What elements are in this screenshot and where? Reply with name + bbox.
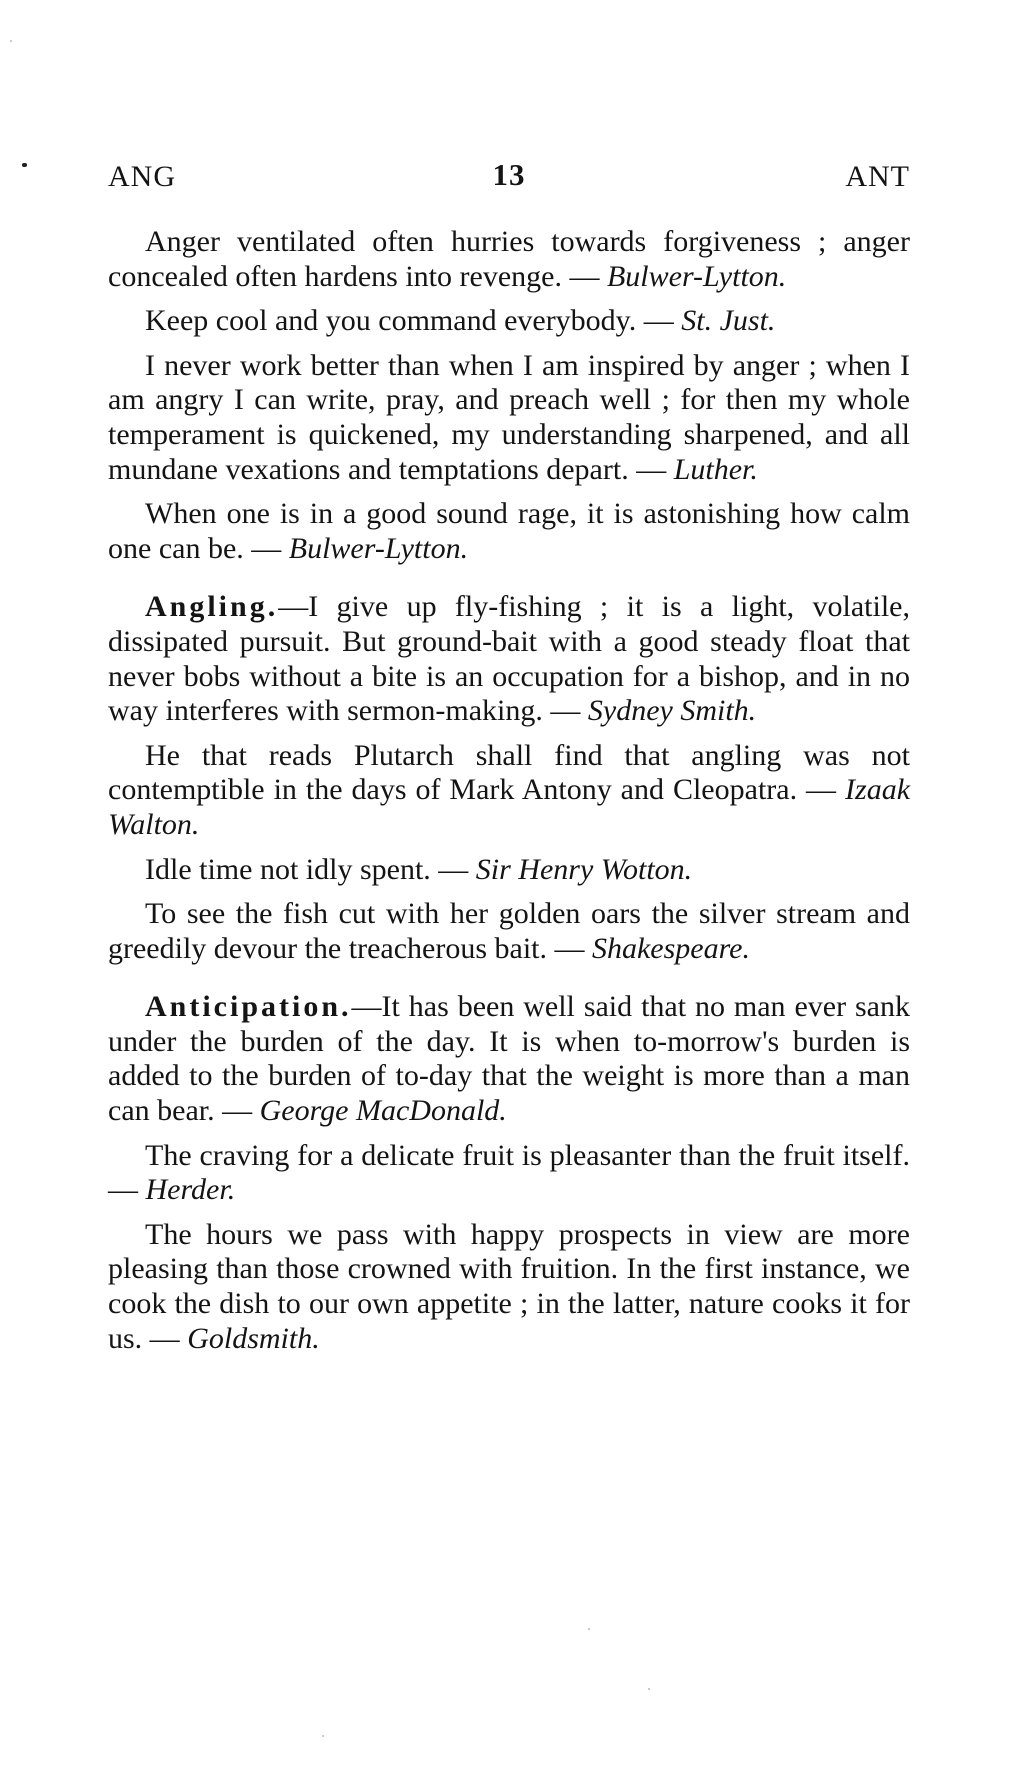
quotation-entry <box>108 853 910 888</box>
paper-speck <box>588 1628 590 1630</box>
quotation-text: To see the fish cut with her golden oars the silver stream and greedily devour the treacherous bait. — <box>108 897 910 965</box>
quotation-text: When one is in a good sound rage, it is astonishing how calm one can be. — <box>108 497 910 565</box>
page-number: 13 <box>492 157 526 192</box>
quotation-entry <box>108 1218 910 1356</box>
quotation-author: St. Just. <box>681 304 776 338</box>
quotation-text: He that reads Plutarch shall find that angling was not contemptible in the days of Mark Antony and Cleopatra. — <box>108 738 910 807</box>
quotation-text: It has been well said that no man ever sank under the burden of the day. It is when to-morrow's burden is added to the burden of to-day that the weight is more than a man can bear. — <box>108 990 910 1128</box>
quotation-entry <box>108 225 910 294</box>
quotation-author: Herder. <box>145 1173 236 1207</box>
paper-speck <box>648 1688 650 1690</box>
quotation-author: Izaak Walton. <box>108 773 911 841</box>
running-head-left: ANG <box>108 160 176 193</box>
quotation-author: George MacDonald. <box>259 1094 507 1128</box>
margin-speck <box>22 163 27 167</box>
running-head <box>108 157 910 200</box>
quotation-entry <box>108 1139 910 1208</box>
quotation-text: Idle time not idly spent. — <box>145 852 469 886</box>
topic-dash: — <box>278 590 309 624</box>
topic-heading: Angling. <box>145 590 279 624</box>
quotation-text: I give up fly-fishing ; it is a light, volatile, dissipated pursuit. But ground-bait with a good steady float that never bobs without a bite is an occupation for a bishop, and in no way interferes with sermon-making. — <box>108 590 910 728</box>
topic-entry-angling <box>108 590 910 728</box>
quotation-text: Anger ventilated often hurries towards forgiveness ; anger concealed often hardens into revenge. — <box>108 225 910 293</box>
quotation-entry <box>108 349 910 487</box>
quotation-entry <box>108 897 910 966</box>
quotation-entry <box>108 497 910 566</box>
quotation-text: The craving for a delicate fruit is pleasanter than the fruit itself. — <box>108 1138 910 1207</box>
quotation-entry <box>108 739 910 843</box>
quotation-list <box>108 225 910 1356</box>
quotation-author: Sir Henry Wotton. <box>475 852 693 886</box>
topic-heading: Anticipation. <box>145 990 352 1024</box>
topic-dash: — <box>351 990 382 1024</box>
quotation-text: Keep cool and you command everybody. — <box>145 304 674 338</box>
quotation-author: Shakespeare. <box>591 931 750 965</box>
running-head-right: ANT <box>845 160 910 193</box>
topic-entry-anticipation <box>108 990 910 1128</box>
quotation-author: Sydney Smith. <box>587 694 757 728</box>
quotation-entry <box>108 304 910 339</box>
quotation-text: I never work better than when I am inspired by anger ; when I am angry I can write, pray, and preach well ; for then my whole temperament is quickened, my understanding sharpened, and all mundane vexations and temptations depart. — <box>108 348 910 486</box>
quotation-author: Luther. <box>673 452 758 486</box>
quotation-author: Bulwer-Lytton. <box>288 531 469 565</box>
quotation-text: The hours we pass with happy prospects in view are more pleasing than those crowned with fruition. In the first instance, we cook the dish to our own appetite ; in the latter, nature cooks it for us. — <box>108 1217 910 1355</box>
paper-speck <box>322 1735 324 1737</box>
quotation-author: Bulwer-Lytton. <box>606 259 787 293</box>
quotation-author: Goldsmith. <box>187 1321 320 1355</box>
paper-speck <box>10 40 12 42</box>
